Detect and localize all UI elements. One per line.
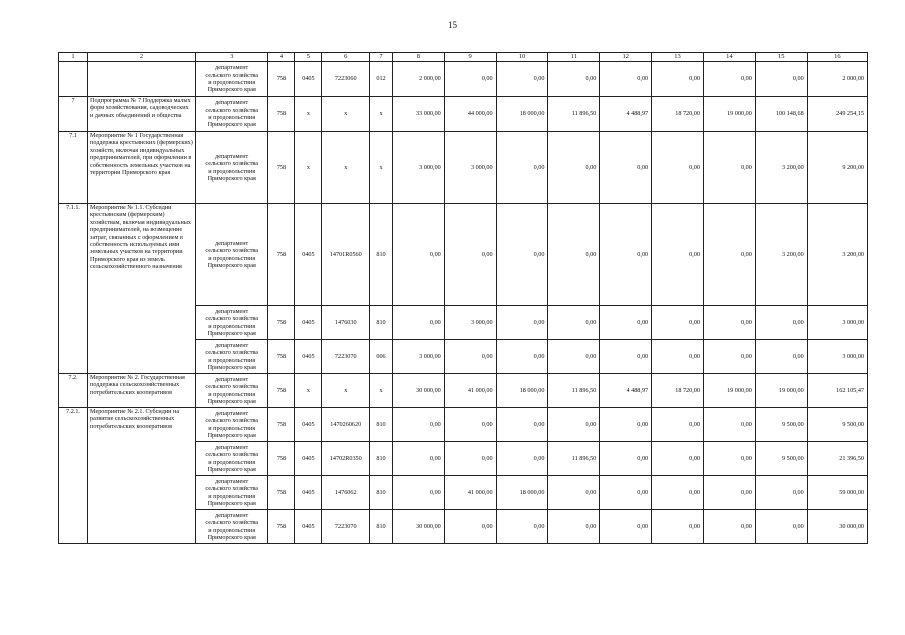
grbs-cell: 758 bbox=[268, 97, 295, 132]
amount-cell: 0,00 bbox=[703, 476, 755, 510]
amount-cell: 0,00 bbox=[600, 62, 652, 97]
row-number-cell: 7.2.1. bbox=[59, 408, 88, 544]
budget-table bbox=[58, 52, 868, 544]
table-row bbox=[59, 408, 868, 442]
amount-cell: 33 000,00 bbox=[392, 97, 444, 132]
amount-cell: 41 000,00 bbox=[444, 476, 496, 510]
executor-line: департамент bbox=[215, 341, 249, 349]
amount-cell: 9 500,00 bbox=[807, 408, 867, 442]
amount-cell: 0,00 bbox=[652, 204, 704, 306]
amount-cell: 3 000,00 bbox=[392, 132, 444, 204]
executor-line: Приморского края bbox=[207, 174, 256, 182]
rz-cell: 0405 bbox=[295, 62, 322, 97]
csr-cell: 1470260620 bbox=[322, 408, 370, 442]
vr-cell: х bbox=[370, 97, 393, 132]
grbs-cell: 758 bbox=[268, 132, 295, 204]
amount-cell: 0,00 bbox=[548, 476, 600, 510]
vr-cell: 810 bbox=[370, 442, 393, 476]
amount-cell: 0,00 bbox=[496, 306, 548, 340]
amount-cell: 0,00 bbox=[444, 204, 496, 306]
col-header: 9 bbox=[444, 53, 496, 62]
table-row bbox=[59, 97, 868, 132]
amount-cell: 0,00 bbox=[703, 132, 755, 204]
executor-line: и продовольствия bbox=[208, 458, 256, 466]
executor-line: Приморского края bbox=[207, 363, 256, 371]
amount-cell: 9 500,00 bbox=[755, 408, 807, 442]
amount-cell: 30 000,00 bbox=[392, 510, 444, 544]
executor-line: департамент bbox=[215, 375, 249, 383]
row-name-cell: Мероприятие № 1 Государственная поддержка крестьянских (фермерских) хозяйств, включая индивидуальных предпринимателей, при оформлении в собственность земельных участков на территории Приморского края bbox=[88, 132, 196, 204]
amount-cell: 0,00 bbox=[496, 340, 548, 374]
amount-cell: 9 200,00 bbox=[807, 132, 867, 204]
amount-cell: 0,00 bbox=[548, 62, 600, 97]
amount-cell: 0,00 bbox=[392, 442, 444, 476]
executor-cell bbox=[195, 442, 268, 476]
amount-cell: 4 488,97 bbox=[600, 97, 652, 132]
header-row bbox=[59, 53, 868, 62]
amount-cell: 0,00 bbox=[496, 408, 548, 442]
row-number-cell bbox=[59, 62, 88, 97]
amount-cell: 0,00 bbox=[600, 132, 652, 204]
amount-cell: 0,00 bbox=[548, 204, 600, 306]
executor-line: сельского хозяйства bbox=[205, 451, 258, 459]
amount-cell: 11 896,50 bbox=[548, 97, 600, 132]
col-header: 6 bbox=[322, 53, 370, 62]
table-body bbox=[59, 62, 868, 544]
col-header: 1 bbox=[59, 53, 88, 62]
amount-cell: 19 000,00 bbox=[703, 374, 755, 408]
amount-cell: 0,00 bbox=[652, 442, 704, 476]
executor-line: сельского хозяйства bbox=[205, 383, 258, 391]
col-header: 14 bbox=[703, 53, 755, 62]
grbs-cell: 758 bbox=[268, 306, 295, 340]
amount-cell: 44 000,00 bbox=[444, 97, 496, 132]
executor-line: департамент bbox=[215, 99, 249, 107]
csr-cell: 14702R0350 bbox=[322, 442, 370, 476]
amount-cell: 0,00 bbox=[496, 510, 548, 544]
grbs-cell: 758 bbox=[268, 374, 295, 408]
table-row bbox=[59, 62, 868, 97]
col-header: 10 bbox=[496, 53, 548, 62]
csr-cell: 1476030 bbox=[322, 306, 370, 340]
col-header: 13 bbox=[652, 53, 704, 62]
executor-line: департамент bbox=[215, 511, 249, 519]
amount-cell: 2 000,00 bbox=[807, 62, 867, 97]
executor-line: департамент bbox=[215, 239, 249, 247]
amount-cell: 0,00 bbox=[755, 62, 807, 97]
rz-cell: 0405 bbox=[295, 204, 322, 306]
amount-cell: 0,00 bbox=[444, 408, 496, 442]
amount-cell: 0,00 bbox=[496, 204, 548, 306]
csr-cell: х bbox=[322, 97, 370, 132]
csr-cell: х bbox=[322, 374, 370, 408]
grbs-cell: 758 bbox=[268, 442, 295, 476]
amount-cell: 9 500,00 bbox=[755, 442, 807, 476]
amount-cell: 0,00 bbox=[548, 408, 600, 442]
row-name-cell bbox=[88, 62, 196, 97]
amount-cell: 0,00 bbox=[652, 510, 704, 544]
executor-line: департамент bbox=[215, 477, 249, 485]
grbs-cell: 758 bbox=[268, 408, 295, 442]
csr-cell: 14701R0560 bbox=[322, 204, 370, 306]
executor-line: Приморского края bbox=[207, 533, 256, 541]
col-header: 8 bbox=[392, 53, 444, 62]
rz-cell: х bbox=[295, 374, 322, 408]
amount-cell: 0,00 bbox=[392, 204, 444, 306]
executor-cell bbox=[195, 374, 268, 408]
executor-line: сельского хозяйства bbox=[205, 417, 258, 425]
executor-line: и продовольствия bbox=[208, 79, 256, 86]
amount-cell: 0,00 bbox=[703, 62, 755, 97]
grbs-cell: 758 bbox=[268, 510, 295, 544]
amount-cell: 3 200,00 bbox=[807, 204, 867, 306]
row-name-cell: Мероприятие № 1.1. Субсидии крестьянским (фермерским) хозяйствам, включая индивидуальных предпринимателей, на возмещение затрат, связанных с оформлением в собственность используемых ими земельных участков на территории Приморского края из земель сельскохозяйственного назначения bbox=[88, 204, 196, 374]
amount-cell: 0,00 bbox=[755, 476, 807, 510]
amount-cell: 18 000,00 bbox=[496, 97, 548, 132]
amount-cell: 0,00 bbox=[496, 442, 548, 476]
row-name-cell: Мероприятие № 2.1. Субсидии на развитие сельскохозяйственных потребительских кооперативов bbox=[88, 408, 196, 544]
amount-cell: 18 000,00 bbox=[496, 476, 548, 510]
executor-line: сельского хозяйства bbox=[205, 485, 258, 493]
grbs-cell: 758 bbox=[268, 62, 295, 97]
amount-cell: 19 000,00 bbox=[755, 374, 807, 408]
col-header: 3 bbox=[195, 53, 268, 62]
amount-cell: 0,00 bbox=[548, 306, 600, 340]
executor-line: сельского хозяйства bbox=[205, 160, 258, 168]
amount-cell: 0,00 bbox=[755, 306, 807, 340]
amount-cell: 0,00 bbox=[652, 408, 704, 442]
amount-cell: 0,00 bbox=[444, 442, 496, 476]
amount-cell: 0,00 bbox=[496, 132, 548, 204]
amount-cell: 249 254,15 bbox=[807, 97, 867, 132]
amount-cell: 0,00 bbox=[600, 510, 652, 544]
amount-cell: 3 000,00 bbox=[392, 340, 444, 374]
amount-cell: 0,00 bbox=[703, 510, 755, 544]
col-header: 5 bbox=[295, 53, 322, 62]
executor-line: и продовольствия bbox=[208, 254, 256, 262]
executor-line: Приморского края bbox=[207, 397, 256, 405]
amount-cell: 100 148,68 bbox=[755, 97, 807, 132]
executor-cell bbox=[195, 306, 268, 340]
executor-line: сельского хозяйства bbox=[205, 519, 258, 527]
page-number: 15 bbox=[448, 20, 457, 30]
csr-cell: 1476062 bbox=[322, 476, 370, 510]
amount-cell: 0,00 bbox=[444, 340, 496, 374]
amount-cell: 18 720,00 bbox=[652, 97, 704, 132]
rz-cell: 0405 bbox=[295, 476, 322, 510]
grbs-cell: 758 bbox=[268, 476, 295, 510]
rz-cell: 0405 bbox=[295, 340, 322, 374]
amount-cell: 3 200,00 bbox=[755, 204, 807, 306]
amount-cell: 0,00 bbox=[703, 340, 755, 374]
amount-cell: 0,00 bbox=[600, 408, 652, 442]
executor-line: и продовольствия bbox=[208, 492, 256, 500]
amount-cell: 3 200,00 bbox=[755, 132, 807, 204]
amount-cell: 0,00 bbox=[444, 510, 496, 544]
executor-line: Приморского края bbox=[207, 86, 256, 94]
executor-line: сельского хозяйства bbox=[205, 315, 258, 323]
table-row bbox=[59, 204, 868, 306]
executor-line: департамент bbox=[215, 64, 249, 72]
executor-cell bbox=[195, 132, 268, 204]
executor-line: сельского хозяйства bbox=[205, 106, 258, 114]
csr-cell: 7223070 bbox=[322, 340, 370, 374]
amount-cell: 0,00 bbox=[600, 476, 652, 510]
amount-cell: 0,00 bbox=[652, 62, 704, 97]
row-number-cell: 7.1.1. bbox=[59, 204, 88, 374]
executor-cell bbox=[195, 510, 268, 544]
amount-cell: 0,00 bbox=[548, 510, 600, 544]
amount-cell: 0,00 bbox=[652, 306, 704, 340]
executor-cell bbox=[195, 62, 268, 97]
amount-cell: 0,00 bbox=[703, 442, 755, 476]
executor-line: сельского хозяйства bbox=[205, 71, 258, 79]
amount-cell: 21 396,50 bbox=[807, 442, 867, 476]
executor-line: Приморского края bbox=[207, 499, 256, 507]
amount-cell: 0,00 bbox=[652, 340, 704, 374]
executor-line: Приморского края bbox=[207, 431, 256, 439]
col-header: 12 bbox=[600, 53, 652, 62]
csr-cell: х bbox=[322, 132, 370, 204]
amount-cell: 0,00 bbox=[392, 408, 444, 442]
col-header: 7 bbox=[370, 53, 393, 62]
rz-cell: 0405 bbox=[295, 442, 322, 476]
amount-cell: 0,00 bbox=[600, 204, 652, 306]
amount-cell: 11 896,50 bbox=[548, 442, 600, 476]
executor-line: и продовольствия bbox=[208, 390, 256, 398]
amount-cell: 18 000,00 bbox=[496, 374, 548, 408]
rz-cell: 0405 bbox=[295, 510, 322, 544]
amount-cell: 0,00 bbox=[496, 62, 548, 97]
executor-line: и продовольствия bbox=[208, 526, 256, 534]
amount-cell: 0,00 bbox=[444, 62, 496, 97]
amount-cell: 162 105,47 bbox=[807, 374, 867, 408]
col-header: 16 bbox=[807, 53, 867, 62]
amount-cell: 11 896,50 bbox=[548, 374, 600, 408]
col-header: 15 bbox=[755, 53, 807, 62]
executor-line: и продовольствия bbox=[208, 322, 256, 330]
vr-cell: 006 bbox=[370, 340, 393, 374]
rz-cell: 0405 bbox=[295, 306, 322, 340]
table-row bbox=[59, 374, 868, 408]
executor-line: Приморского края bbox=[207, 261, 256, 269]
amount-cell: 0,00 bbox=[652, 476, 704, 510]
amount-cell: 3 000,00 bbox=[807, 340, 867, 374]
row-number-cell: 7.2. bbox=[59, 374, 88, 408]
executor-line: департамент bbox=[215, 443, 249, 451]
rz-cell: х bbox=[295, 132, 322, 204]
vr-cell: х bbox=[370, 374, 393, 408]
amount-cell: 0,00 bbox=[652, 132, 704, 204]
amount-cell: 59 000,00 bbox=[807, 476, 867, 510]
executor-line: и продовольствия bbox=[208, 356, 256, 364]
row-number-cell: 7.1 bbox=[59, 132, 88, 204]
amount-cell: 3 000,00 bbox=[807, 306, 867, 340]
amount-cell: 41 000,00 bbox=[444, 374, 496, 408]
amount-cell: 18 720,00 bbox=[652, 374, 704, 408]
grbs-cell: 758 bbox=[268, 204, 295, 306]
grbs-cell: 758 bbox=[268, 340, 295, 374]
executor-cell bbox=[195, 204, 268, 306]
amount-cell: 4 488,97 bbox=[600, 374, 652, 408]
vr-cell: 810 bbox=[370, 510, 393, 544]
executor-line: департамент bbox=[215, 152, 249, 160]
amount-cell: 0,00 bbox=[392, 306, 444, 340]
vr-cell: 810 bbox=[370, 408, 393, 442]
amount-cell: 0,00 bbox=[703, 204, 755, 306]
csr-cell: 7223060 bbox=[322, 62, 370, 97]
vr-cell: 012 bbox=[370, 62, 393, 97]
executor-cell bbox=[195, 408, 268, 442]
executor-line: Приморского края bbox=[207, 465, 256, 473]
row-name-cell: Подпрограмма № 7 Поддержка малых форм хозяйствования, садоводческих и дачных объединений и общества bbox=[88, 97, 196, 132]
col-header: 4 bbox=[268, 53, 295, 62]
executor-cell bbox=[195, 97, 268, 132]
amount-cell: 30 000,00 bbox=[807, 510, 867, 544]
executor-cell bbox=[195, 476, 268, 510]
vr-cell: х bbox=[370, 132, 393, 204]
executor-line: департамент bbox=[215, 307, 249, 315]
executor-line: сельского хозяйства bbox=[205, 247, 258, 255]
amount-cell: 0,00 bbox=[392, 476, 444, 510]
table-row bbox=[59, 132, 868, 204]
amount-cell: 0,00 bbox=[600, 306, 652, 340]
amount-cell: 3 000,00 bbox=[444, 306, 496, 340]
col-header: 11 bbox=[548, 53, 600, 62]
amount-cell: 0,00 bbox=[600, 442, 652, 476]
col-header: 2 bbox=[88, 53, 196, 62]
amount-cell: 0,00 bbox=[755, 340, 807, 374]
vr-cell: 810 bbox=[370, 476, 393, 510]
rz-cell: 0405 bbox=[295, 408, 322, 442]
rz-cell: х bbox=[295, 97, 322, 132]
executor-line: департамент bbox=[215, 409, 249, 417]
vr-cell: 810 bbox=[370, 306, 393, 340]
amount-cell: 0,00 bbox=[548, 132, 600, 204]
amount-cell: 0,00 bbox=[548, 340, 600, 374]
executor-line: Приморского края bbox=[207, 121, 256, 129]
amount-cell: 30 000,00 bbox=[392, 374, 444, 408]
amount-cell: 0,00 bbox=[600, 340, 652, 374]
amount-cell: 0,00 bbox=[755, 510, 807, 544]
csr-cell: 7223070 bbox=[322, 510, 370, 544]
amount-cell: 19 000,00 bbox=[703, 97, 755, 132]
executor-line: и продовольствия bbox=[208, 424, 256, 432]
executor-line: и продовольствия bbox=[208, 114, 256, 121]
amount-cell: 0,00 bbox=[703, 306, 755, 340]
executor-line: и продовольствия bbox=[208, 167, 256, 175]
executor-line: Приморского края bbox=[207, 329, 256, 337]
row-name-cell: Мероприятие № 2. Государственная поддержка сельскохозяйственных потребительских кооперативов bbox=[88, 374, 196, 408]
vr-cell: 810 bbox=[370, 204, 393, 306]
row-number-cell: 7 bbox=[59, 97, 88, 132]
amount-cell: 0,00 bbox=[703, 408, 755, 442]
executor-line: сельского хозяйства bbox=[205, 349, 258, 357]
amount-cell: 3 000,00 bbox=[444, 132, 496, 204]
executor-cell bbox=[195, 340, 268, 374]
amount-cell: 2 000,00 bbox=[392, 62, 444, 97]
